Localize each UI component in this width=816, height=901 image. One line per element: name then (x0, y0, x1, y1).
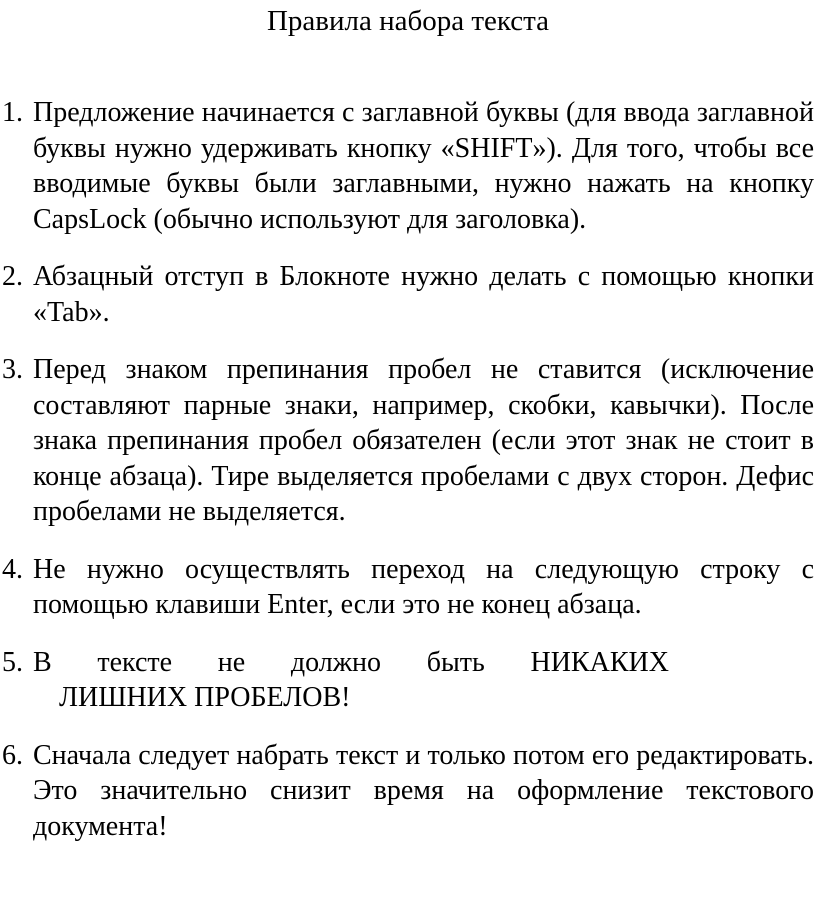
rule-text: Не нужно осуществлять переход на следующую строку с помощью клавиши Enter, если это не конец абзаца. (33, 553, 814, 620)
rule-text-line: ЛИШНИХ ПРОБЕЛОВ! (59, 682, 351, 713)
rule-number: 4. (2, 553, 23, 585)
rule-number: 6. (2, 739, 23, 771)
rule-number: 5. (2, 646, 23, 678)
rule-item-2 (0, 259, 814, 330)
rule-item-3 (0, 352, 814, 530)
rule-word: быть (426, 646, 485, 678)
rule-word: не (217, 646, 246, 678)
rule-number: 2. (2, 261, 23, 292)
rule-word: В (33, 646, 52, 678)
rule-word: НИКАКИХ (530, 646, 669, 678)
rule-text: Абзацный отступ в Блокноте нужно делать с помощью кнопки «Tab». (33, 261, 814, 328)
rules-list (0, 95, 816, 866)
rule-text: Сначала следует набрать текст и только потом его редактировать. Это значительно снизит время на оформление текстового документа! (33, 739, 814, 842)
rule-text-line (33, 645, 669, 681)
rule-word: тексте (97, 646, 173, 678)
rule-text: Предложение начинается с заглавной буквы (для ввода заглавной буквы нужно удерживать кнопку «SHIFT»). Для того, чтобы все вводимые буквы были заглавными, нужно нажать на кнопку CapsLock (обычно используют для заголовка). (33, 97, 814, 235)
rule-text: Перед знаком препинания пробел не ставится (исключение составляют парные знаки, например, скобки, кавычки). После знака препинания пробел обязателен (если этот знак не стоит в конце абзаца). Тире выделяется пробелами с двух сторон. Дефис пробелами не выделяется. (33, 354, 814, 527)
rule-number: 3. (2, 354, 23, 385)
rule-item-6 (0, 738, 814, 845)
document-title: Правила набора текста (266, 5, 550, 37)
rule-word: должно (290, 646, 382, 678)
rule-number: 1. (2, 97, 23, 128)
rule-text (33, 645, 814, 716)
rule-item-1 (0, 95, 814, 237)
rule-item-5 (0, 645, 814, 716)
rule-item-4 (0, 552, 814, 623)
